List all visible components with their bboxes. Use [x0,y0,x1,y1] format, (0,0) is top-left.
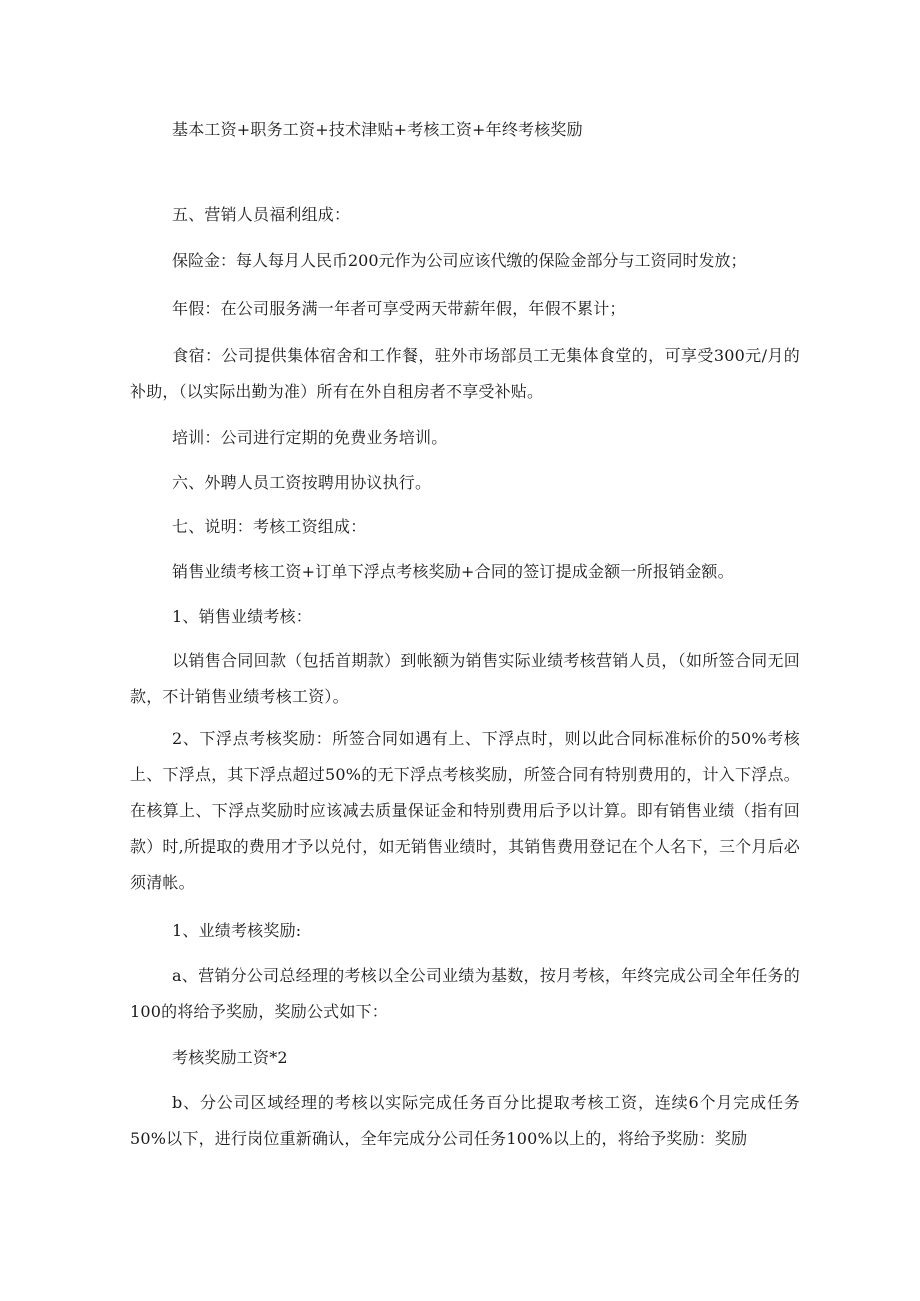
paragraph-regional-manager-assessment: b、分公司区域经理的考核以实际完成任务百分比提取考核工资，连续6个月完成任务50%以下，进行岗位重新确认，全年完成分公司任务100%以上的，将给予奖励：奖励 [130,1093,800,1148]
paragraph-accommodation: 食宿：公司提供集体宿舍和工作餐，驻外市场部员工无集体食堂的，可享受300元/月的补助，（以实际出勤为准）所有在外自租房者不享受补贴。 [130,346,800,401]
subheading-sales-performance: 1、销售业绩考核： [172,607,312,626]
formula-reward: 考核奖励工资*2 [172,1048,288,1067]
formula-salary-composition: 基本工资+职务工资+技术津贴+考核工资+年终考核奖励 [172,120,583,139]
paragraph-training: 培训：公司进行定期的免费业务培训。 [172,428,448,447]
subheading-performance-reward: 1、业绩考核奖励: [172,921,302,940]
paragraph-floating-point-reward: 2、下浮点考核奖励：所签合同如遇有上、下浮点时，则以此合同标准标价的50%考核上、下浮点，其下浮点超过50%的无下浮点考核奖励，所签合同有特别费用的，计入下浮点。在核算上、下浮点奖励时应该减去质量保证金和特别费用后予以计算。即有销售业绩（指有回款）时,所提取的费用才予以兑付，如无销售业绩时，其销售费用登记在个人名下，三个月后必须清帐。 [130,729,800,892]
section-heading-external-staff: 六、外聘人员工资按聘用协议执行。 [172,473,432,492]
formula-assessment-salary: 销售业绩考核工资+订单下浮点考核奖励+合同的签订提成金额一所报销金额。 [172,562,734,581]
section-heading-benefits: 五、营销人员福利组成： [172,205,351,224]
paragraph-annual-leave: 年假：在公司服务满一年者可享受两天带薪年假，年假不累计； [172,299,626,318]
paragraph-general-manager-assessment: a、营销分公司总经理的考核以全公司业绩为基数，按月考核，年终完成公司全年任务的100的将给予奖励，奖励公式如下： [130,966,800,1021]
section-heading-explanation: 七、说明：考核工资组成： [172,517,367,536]
paragraph-sales-performance: 以销售合同回款（包括首期款）到帐额为销售实际业绩考核营销人员，（如所签合同无回款，不计销售业绩考核工资）。 [130,651,800,706]
paragraph-insurance: 保险金：每人每月人民币200元作为公司应该代缴的保险金部分与工资同时发放； [172,251,747,270]
